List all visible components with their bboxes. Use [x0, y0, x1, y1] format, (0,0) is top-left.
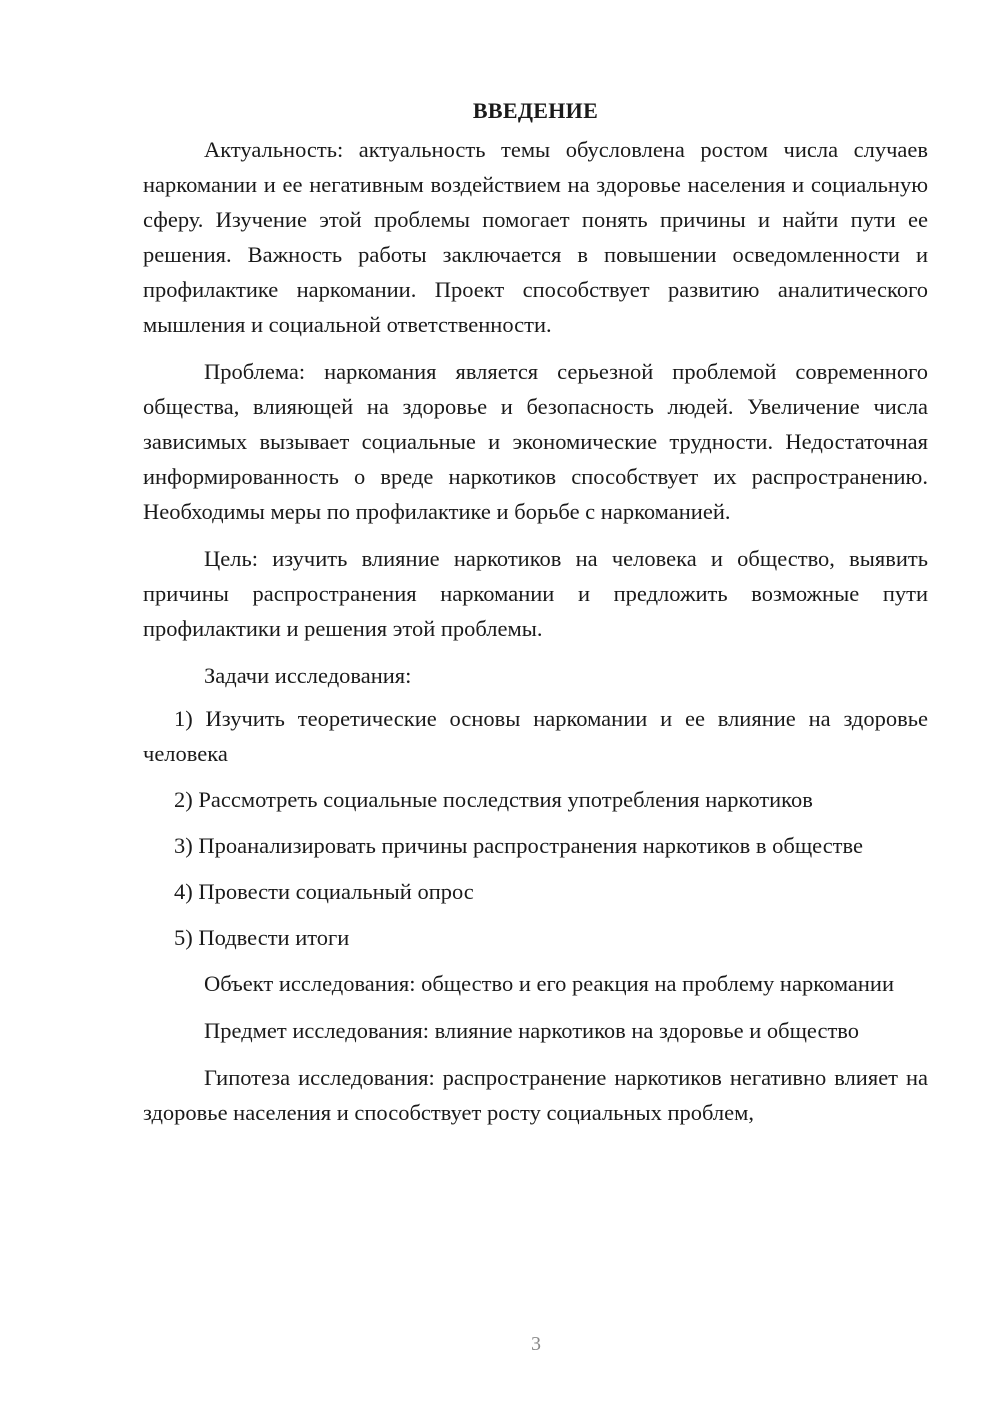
paragraph-relevance: Актуальность: актуальность темы обусловлена ростом числа случаев наркомании и ее негативным воздействием на здоровье населения и социальную сферу. Изучение этой проблемы помогает понять причины и найти пути ее решения. Важность работы заключается в повышении осведомленности и профилактике наркомании. Проект способствует развитию аналитического мышления и социальной ответственности.	[143, 137, 928, 337]
task-item-2: 2) Рассмотреть социальные последствия употребления наркотиков	[174, 787, 813, 812]
document-page	[143, 96, 928, 1142]
tasks-heading: Задачи исследования:	[204, 663, 412, 688]
task-item-3: 3) Проанализировать причины распространения наркотиков в обществе	[174, 833, 863, 858]
task-item-4: 4) Провести социальный опрос	[174, 879, 474, 904]
paragraph-subject: Предмет исследования: влияние наркотиков на здоровье и общество	[204, 1018, 859, 1043]
paragraph-goal: Цель: изучить влияние наркотиков на человека и общество, выявить причины распространения наркомании и предложить возможные пути профилактики и решения этой проблемы.	[143, 546, 928, 641]
paragraph-problem: Проблема: наркомания является серьезной проблемой современного общества, влияющей на здоровье и безопасность людей. Увеличение числа зависимых вызывает социальные и экономические трудности. Недостаточная информированность о вреде наркотиков способствует их распространению. Необходимы меры по профилактике и борьбе с наркоманией.	[143, 359, 928, 524]
section-title: ВВЕДЕНИЕ	[472, 98, 599, 123]
paragraph-object: Объект исследования: общество и его реакция на проблему наркомании	[204, 971, 895, 996]
task-item-1: 1) Изучить теоретические основы наркомании и ее влияние на здоровье человека	[143, 706, 928, 766]
page-number: 3	[531, 1333, 541, 1355]
task-item-5: 5) Подвести итоги	[174, 925, 350, 950]
paragraph-hypothesis: Гипотеза исследования: распространение наркотиков негативно влияет на здоровье населения и способствует росту социальных проблем,	[143, 1065, 928, 1125]
